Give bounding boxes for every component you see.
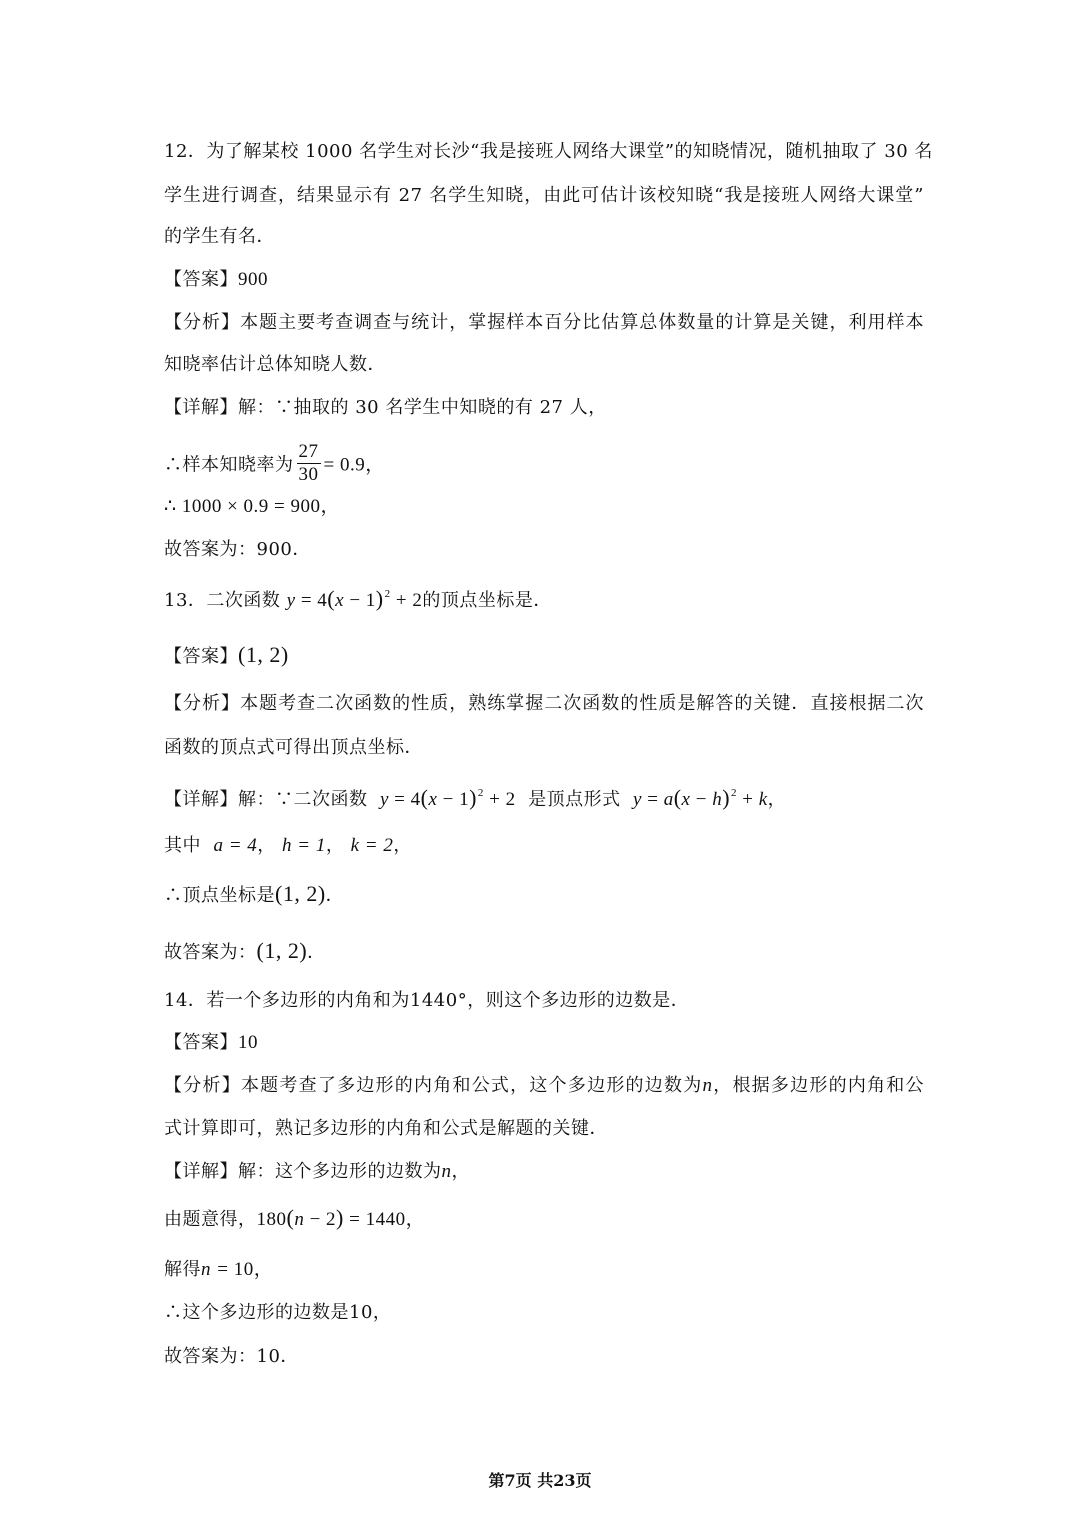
q12-analysis-line2: 知晓率估计总体知晓人数． bbox=[164, 354, 386, 375]
func-minus-one: − 1 bbox=[349, 590, 376, 611]
q12-stem-line3: 的学生有名． bbox=[164, 226, 275, 247]
var-y: y bbox=[633, 789, 642, 810]
sep: ， bbox=[325, 835, 345, 856]
paren-open: ( bbox=[327, 586, 336, 611]
analysis-text: 本题考查了多边形的内角和公式，这个多边形的边数为 bbox=[240, 1075, 703, 1096]
final-value: (1, 2) bbox=[256, 938, 308, 963]
sep: ， bbox=[257, 835, 276, 856]
q14-final-line: 故答案为：10． bbox=[164, 1346, 299, 1367]
analysis-text: 本题考查二次函数的性质，熟练掌握二次函数的性质是解答的关键．直接根据二次 bbox=[240, 693, 925, 714]
q12-answer bbox=[164, 267, 924, 293]
comma: ， bbox=[451, 1161, 470, 1182]
detail-tag: 【详解】 bbox=[164, 397, 238, 418]
answer-value: (1, 2) bbox=[238, 642, 289, 667]
analysis-tag: 【分析】 bbox=[164, 693, 241, 714]
fraction-numerator: 27 bbox=[298, 441, 319, 462]
exponent: 2 bbox=[731, 787, 738, 799]
paren-close: ) bbox=[722, 785, 731, 810]
q13-analysis-line1 bbox=[164, 691, 924, 717]
paren-open: ( bbox=[673, 785, 682, 810]
solve-value: = 10， bbox=[217, 1259, 274, 1280]
detail-mid: 是顶点形式 bbox=[528, 789, 621, 810]
var-h: h bbox=[712, 789, 723, 810]
params-prefix: 其中 bbox=[164, 835, 201, 856]
q12-rate-line bbox=[164, 443, 924, 488]
answer-tag: 【答案】 bbox=[164, 269, 238, 290]
var-k: k bbox=[758, 789, 768, 810]
q13-detail-line bbox=[164, 785, 924, 815]
vertex-value: (1, 2) bbox=[275, 881, 326, 906]
q12-calc-line: ∴ 1000 × 0.9 = 900， bbox=[164, 496, 341, 517]
equation bbox=[256, 1205, 426, 1230]
q12-final-line: 故答案为：900． bbox=[164, 539, 311, 560]
func-plus-two: + 2 bbox=[395, 590, 423, 611]
q13-function bbox=[286, 586, 423, 611]
var-n: n bbox=[201, 1259, 211, 1280]
q12-stem-line1: 12．为了解某校 1000 名学生对长沙“我是接班人网络大课堂”的知晓情况，随机抽取了 30 名 bbox=[164, 141, 933, 162]
comma: ， bbox=[767, 789, 787, 810]
rate-fraction bbox=[297, 441, 321, 486]
paren-open: ( bbox=[286, 1205, 295, 1230]
answer-tag: 【答案】 bbox=[164, 1032, 238, 1053]
paren-open: ( bbox=[420, 785, 429, 810]
q14-answer bbox=[164, 1030, 924, 1056]
vertex-text: ∴顶点坐标是 bbox=[164, 885, 275, 906]
final-prefix: 故答案为： bbox=[164, 942, 257, 963]
detail-prefix: 解：∵二次函数 bbox=[238, 789, 368, 810]
param-a: a = 4 bbox=[213, 835, 258, 856]
rate-prefix: ∴样本知晓率为 bbox=[164, 454, 294, 476]
func-coef: = 4 bbox=[300, 590, 328, 611]
detail-tag: 【详解】 bbox=[164, 789, 238, 810]
var-n: n bbox=[441, 1161, 452, 1182]
q13-params-line bbox=[164, 833, 924, 859]
eq-minus-two: − 2 bbox=[309, 1209, 337, 1230]
fraction-denominator: 30 bbox=[298, 464, 319, 485]
page-footer: 第7页 共23页 bbox=[488, 1471, 592, 1490]
period: ． bbox=[325, 885, 345, 906]
var-a: a bbox=[663, 789, 674, 810]
answer-value: 10 bbox=[238, 1032, 258, 1053]
detail-text: 解：∵抽取的 30 名学生中知晓的有 27 人， bbox=[238, 397, 607, 418]
vertex-form: $y = a(x - h)^2 + k$ bbox=[633, 785, 768, 810]
q14-analysis-line2: 式计算即可，熟记多边形的内角和公式是解题的关键． bbox=[164, 1118, 608, 1139]
q13-vertex-line bbox=[164, 881, 924, 909]
param-k: k = 2 bbox=[350, 835, 394, 856]
func-minus-one: − 1 bbox=[442, 789, 470, 810]
paren-close: ) bbox=[375, 586, 384, 611]
q14-solve-line bbox=[164, 1257, 924, 1283]
q13-stem bbox=[164, 586, 924, 616]
var-x: x bbox=[335, 590, 345, 611]
var-y: y bbox=[379, 789, 389, 810]
analysis-tag: 【分析】 bbox=[164, 1075, 241, 1096]
func-coef: = 4 bbox=[394, 789, 421, 810]
func-plus-two: + 2 bbox=[489, 789, 516, 810]
rate-result: = 0.9， bbox=[323, 454, 385, 476]
q12-detail-line1 bbox=[164, 395, 924, 421]
q13-answer bbox=[164, 642, 924, 670]
q13-stem-prefix: 13．二次函数 bbox=[164, 590, 281, 611]
paren-close: ) bbox=[469, 785, 477, 810]
var-n: n bbox=[702, 1075, 713, 1096]
param-h: h = 1 bbox=[282, 835, 326, 856]
q12-stem-line2: 学生进行调查，结果显示有 27 名学生知晓，由此可估计该校知晓“我是接班人网络大课堂” bbox=[164, 185, 924, 206]
analysis-text: 本题主要考查调查与统计，掌握样本百分比估算总体数量的计算是关键，利用样本 bbox=[240, 312, 925, 333]
var-x: x bbox=[428, 789, 438, 810]
exponent: 2 bbox=[384, 588, 391, 600]
q13-stem-suffix: 的顶点坐标是． bbox=[422, 590, 552, 611]
detail-text: 解：这个多边形的边数为 bbox=[238, 1161, 442, 1182]
q13-final-line bbox=[164, 938, 924, 966]
q12-analysis-line1 bbox=[164, 310, 924, 336]
q14-stem: 14．若一个多边形的内角和为1440°，则这个多边形的边数是． bbox=[164, 990, 690, 1011]
q13-analysis-line2: 函数的顶点式可得出顶点坐标． bbox=[164, 737, 423, 758]
var-n: n bbox=[294, 1209, 305, 1230]
exponent: 2 bbox=[477, 787, 484, 799]
eq-coef: 180 bbox=[256, 1209, 287, 1230]
period: ． bbox=[307, 942, 326, 963]
eq-result: = 1440， bbox=[349, 1209, 426, 1230]
var-y: y bbox=[286, 590, 296, 611]
analysis-text-cont: ，根据多边形的内角和公 bbox=[712, 1075, 925, 1096]
paren-close: ) bbox=[336, 1205, 344, 1230]
detail-tag: 【详解】 bbox=[164, 1161, 238, 1182]
detail-function bbox=[379, 785, 516, 810]
solve-prefix: 解得 bbox=[164, 1259, 201, 1280]
q14-conclusion-line: ∴这个多边形的边数是10， bbox=[164, 1302, 392, 1323]
var-x: x bbox=[681, 789, 691, 810]
q14-detail-line bbox=[164, 1159, 924, 1185]
analysis-tag: 【分析】 bbox=[164, 312, 241, 333]
q14-equation-line bbox=[164, 1205, 924, 1233]
q14-analysis-line1 bbox=[164, 1073, 924, 1099]
sep: ， bbox=[393, 835, 412, 856]
answer-value: 900 bbox=[238, 269, 268, 290]
answer-tag: 【答案】 bbox=[164, 646, 238, 667]
eq-prefix: 由题意得， bbox=[164, 1209, 257, 1230]
